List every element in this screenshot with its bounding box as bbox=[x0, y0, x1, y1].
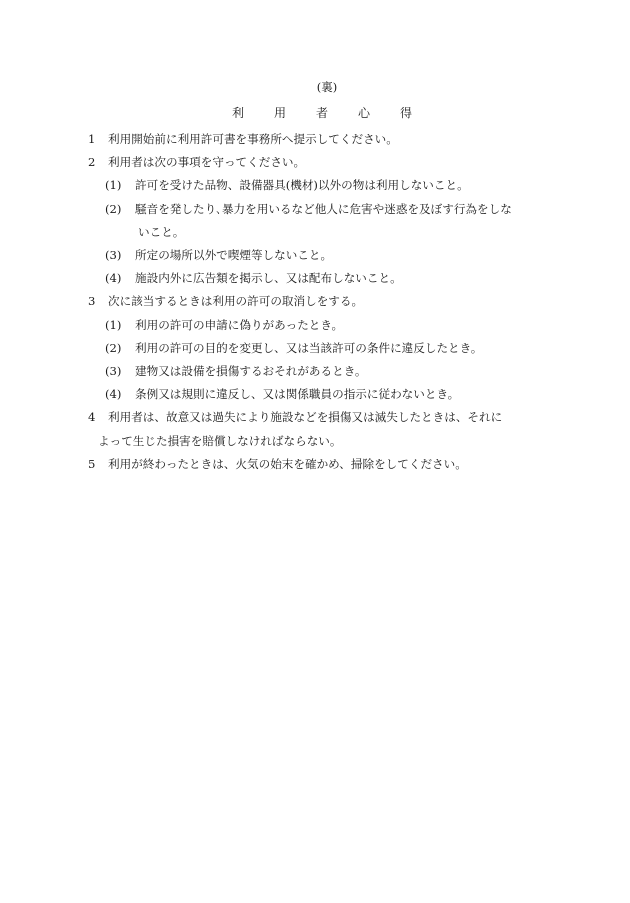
rule-number: 2 bbox=[88, 155, 96, 170]
sub-item-text-continued: いこと。 bbox=[138, 224, 185, 239]
sub-item-text: 利用の許可の申請に偽りがあったとき。 bbox=[135, 317, 344, 332]
sub-item-number: (2) bbox=[105, 201, 122, 216]
rule-text: 利用者は、故意又は過失により施設などを損傷又は滅失したときは、それに bbox=[108, 410, 503, 425]
rule-item-5 bbox=[88, 453, 558, 476]
sub-item bbox=[88, 360, 558, 383]
sub-item-text: 利用の許可の目的を変更し、又は当該許可の条件に違反したとき。 bbox=[135, 340, 483, 355]
rule-text: 次に該当するときは利用の許可の取消しをする。 bbox=[108, 294, 364, 309]
rule-item-2 bbox=[88, 151, 558, 174]
rule-text: 利用が終わったときは、火気の始末を確かめ、掃除をしてください。 bbox=[108, 456, 467, 471]
sub-item-text: 建物又は設備を損傷するおそれがあるとき。 bbox=[135, 364, 367, 379]
sub-item-number: (3) bbox=[105, 248, 122, 263]
rule-item-4 bbox=[88, 406, 558, 429]
sub-item-number: (3) bbox=[105, 364, 122, 379]
sub-item-number: (2) bbox=[105, 340, 122, 355]
rule-text: 利用者は次の事項を守ってください。 bbox=[108, 155, 306, 170]
sub-item-text: 騒音を発したり､暴力を用いるなど他人に危害や迷惑を及ぼす行為をしな bbox=[135, 201, 512, 216]
sub-item-number: (4) bbox=[105, 271, 122, 286]
title-char: 得 bbox=[399, 106, 412, 120]
rule-text-continued: よって生じた損害を賠償しなければならない。 bbox=[98, 433, 342, 448]
title-char: 利 bbox=[232, 106, 245, 120]
title-char: 者 bbox=[315, 106, 328, 120]
rules-list bbox=[88, 128, 558, 476]
title-char: 心 bbox=[357, 106, 370, 120]
sub-item-continuation bbox=[88, 221, 558, 244]
sub-item bbox=[88, 337, 558, 360]
rule-item-1 bbox=[88, 128, 558, 151]
sub-item-text: 施設内外に広告類を掲示し、又は配布しないこと。 bbox=[135, 271, 402, 286]
page-title bbox=[232, 104, 412, 121]
sub-item bbox=[88, 244, 558, 267]
sub-item-number: (1) bbox=[105, 178, 122, 193]
sub-item-number: (1) bbox=[105, 317, 122, 332]
title-char: 用 bbox=[273, 106, 286, 120]
rule-number: 4 bbox=[88, 410, 96, 425]
rule-item-3 bbox=[88, 290, 558, 313]
rule-item-continuation bbox=[88, 430, 558, 453]
rule-text: 利用開始前に利用許可書を事務所へ提示してください。 bbox=[108, 132, 398, 146]
rule-number: 1 bbox=[88, 132, 96, 146]
sub-item-text: 許可を受けた品物、設備器具(機材)以外の物は利用しないこと。 bbox=[135, 178, 469, 193]
rule-number: 3 bbox=[88, 294, 96, 309]
sub-item-number: (4) bbox=[105, 387, 122, 402]
sub-item bbox=[88, 383, 558, 406]
rule-number: 5 bbox=[88, 456, 96, 471]
sub-item bbox=[88, 314, 558, 337]
sub-item-text: 所定の場所以外で喫煙等しないこと。 bbox=[135, 248, 333, 263]
page-header-back-side: (裏) bbox=[316, 80, 338, 94]
sub-item bbox=[88, 198, 558, 221]
sub-item-text: 条例又は規則に違反し、又は関係職員の指示に従わないとき。 bbox=[135, 387, 460, 402]
sub-item bbox=[88, 174, 558, 197]
sub-item bbox=[88, 267, 558, 290]
